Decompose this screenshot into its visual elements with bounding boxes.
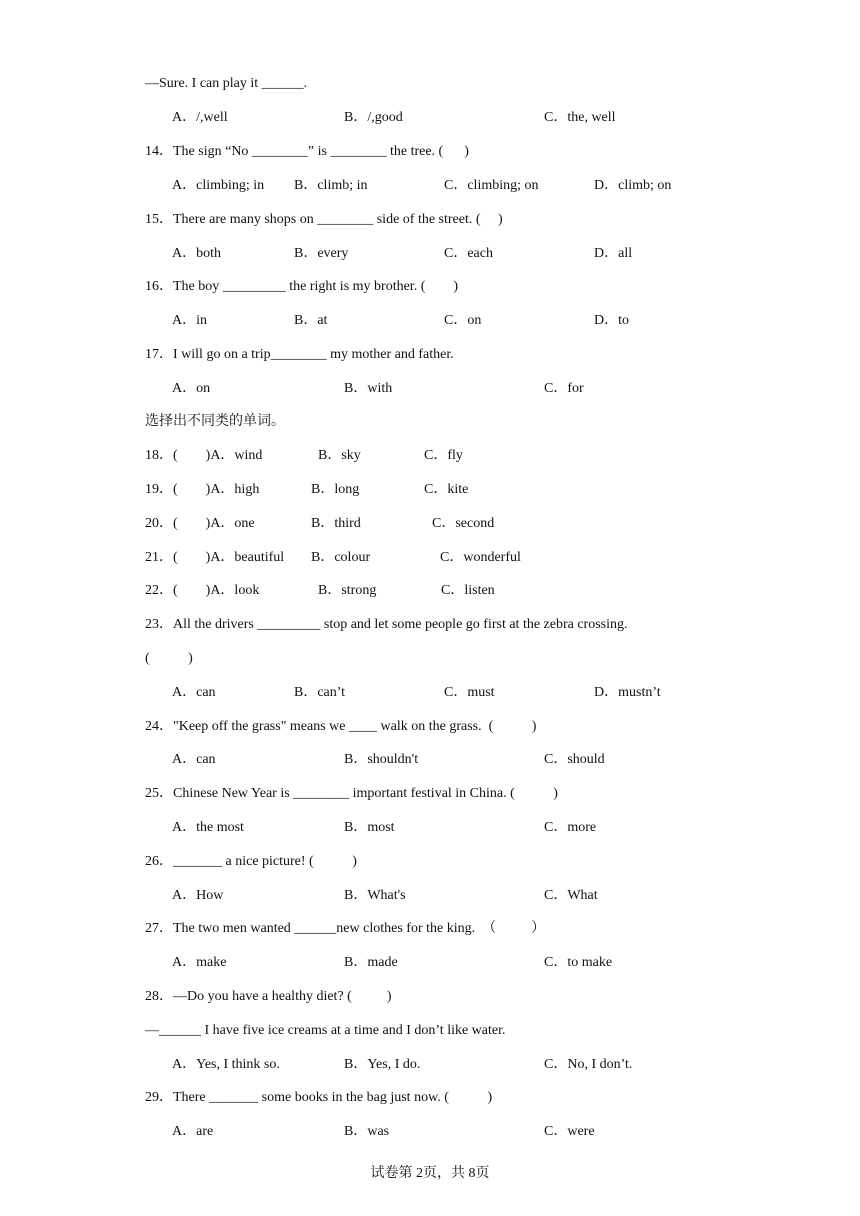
q29-option-a: A．are bbox=[172, 1124, 214, 1139]
q25-option-a: A．the most bbox=[172, 820, 244, 835]
q16-option-d: D．to bbox=[594, 313, 629, 328]
question-15: 15．There are many shops on ________ side of the street. ( ) bbox=[145, 212, 503, 227]
q19-stem-option-a: 19．( )A．high bbox=[145, 482, 260, 497]
q13-option-a: A．/,well bbox=[172, 110, 228, 125]
question-23: 23．All the drivers _________ stop and let some people go first at the zebra crossing. bbox=[145, 617, 628, 632]
q14-option-a: A．climbing; in bbox=[172, 178, 265, 193]
question-27: 27．The two men wanted ______new clothes for the king. （ ） bbox=[145, 921, 546, 936]
q24-option-a: A．can bbox=[172, 752, 216, 767]
question-13-answer-line: —Sure. I can play it ______. bbox=[145, 76, 308, 91]
q18-option-c: C．fly bbox=[424, 448, 463, 463]
question-28: 28．—Do you have a healthy diet? ( ) bbox=[145, 989, 392, 1004]
q24-option-c: C．should bbox=[544, 752, 605, 767]
question-28-reply: —______ I have five ice creams at a time and I don’t like water. bbox=[145, 1023, 506, 1038]
question-16: 16．The boy _________ the right is my brother. ( ) bbox=[145, 279, 459, 294]
q19-option-b: B．long bbox=[311, 482, 360, 497]
q16-option-b: B．at bbox=[294, 313, 328, 328]
q15-option-b: B．every bbox=[294, 246, 349, 261]
q16-option-a: A．in bbox=[172, 313, 207, 328]
q14-option-c: C．climbing; on bbox=[444, 178, 539, 193]
q29-option-c: C．were bbox=[544, 1124, 595, 1139]
q21-stem-option-a: 21．( )A．beautiful bbox=[145, 550, 285, 565]
q28-option-b: B．Yes, I do. bbox=[344, 1057, 421, 1072]
section-heading: 选择出不同类的单词。 bbox=[145, 414, 285, 429]
q26-option-a: A．How bbox=[172, 888, 224, 903]
q24-option-b: B．shouldn't bbox=[344, 752, 419, 767]
q14-option-d: D．climb; on bbox=[594, 178, 672, 193]
q25-option-b: B．most bbox=[344, 820, 395, 835]
q21-option-b: B．colour bbox=[311, 550, 371, 565]
q15-option-c: C．each bbox=[444, 246, 493, 261]
q18-option-b: B．sky bbox=[318, 448, 361, 463]
q13-option-b: B．/,good bbox=[344, 110, 403, 125]
q23-option-a: A．can bbox=[172, 685, 216, 700]
q18-stem-option-a: 18．( )A．wind bbox=[145, 448, 263, 463]
q22-option-c: C．listen bbox=[441, 583, 495, 598]
question-14: 14．The sign “No ________” is ________ the tree. ( ) bbox=[145, 144, 469, 159]
q26-option-b: B．What's bbox=[344, 888, 406, 903]
q29-option-b: B．was bbox=[344, 1124, 390, 1139]
q20-option-c: C．second bbox=[432, 516, 495, 531]
q15-option-a: A．both bbox=[172, 246, 221, 261]
q13-option-c: C．the, well bbox=[544, 110, 616, 125]
page-footer: 试卷第 2页，共 8页 bbox=[370, 1166, 490, 1181]
q23-option-c: C．must bbox=[444, 685, 495, 700]
q25-option-c: C．more bbox=[544, 820, 597, 835]
q21-option-c: C．wonderful bbox=[440, 550, 521, 565]
question-29: 29．There _______ some books in the bag just now. ( ) bbox=[145, 1090, 493, 1105]
q26-option-c: C．What bbox=[544, 888, 598, 903]
q17-option-a: A．on bbox=[172, 381, 211, 396]
q20-option-b: B．third bbox=[311, 516, 361, 531]
question-26: 26．_______ a nice picture! ( ) bbox=[145, 854, 357, 869]
q14-option-b: B．climb; in bbox=[294, 178, 368, 193]
q28-option-a: A．Yes, I think so. bbox=[172, 1057, 280, 1072]
q22-option-b: B．strong bbox=[318, 583, 377, 598]
q23-option-b: B．can’t bbox=[294, 685, 346, 700]
q27-option-a: A．make bbox=[172, 955, 227, 970]
q28-option-c: C．No, I don’t. bbox=[544, 1057, 633, 1072]
q22-stem-option-a: 22．( )A．look bbox=[145, 583, 260, 598]
q23-option-d: D．mustn’t bbox=[594, 685, 661, 700]
question-24: 24．"Keep off the grass" means we ____ walk on the grass. ( ) bbox=[145, 719, 537, 734]
question-23-paren: ( ) bbox=[145, 651, 193, 666]
q27-option-b: B．made bbox=[344, 955, 398, 970]
q19-option-c: C．kite bbox=[424, 482, 469, 497]
q17-option-c: C．for bbox=[544, 381, 584, 396]
q16-option-c: C．on bbox=[444, 313, 482, 328]
question-17: 17．I will go on a trip________ my mother and father. bbox=[145, 347, 454, 362]
q27-option-c: C．to make bbox=[544, 955, 613, 970]
question-25: 25．Chinese New Year is ________ important festival in China. ( ) bbox=[145, 786, 558, 801]
q20-stem-option-a: 20．( )A．one bbox=[145, 516, 255, 531]
q15-option-d: D．all bbox=[594, 246, 633, 261]
q17-option-b: B．with bbox=[344, 381, 393, 396]
